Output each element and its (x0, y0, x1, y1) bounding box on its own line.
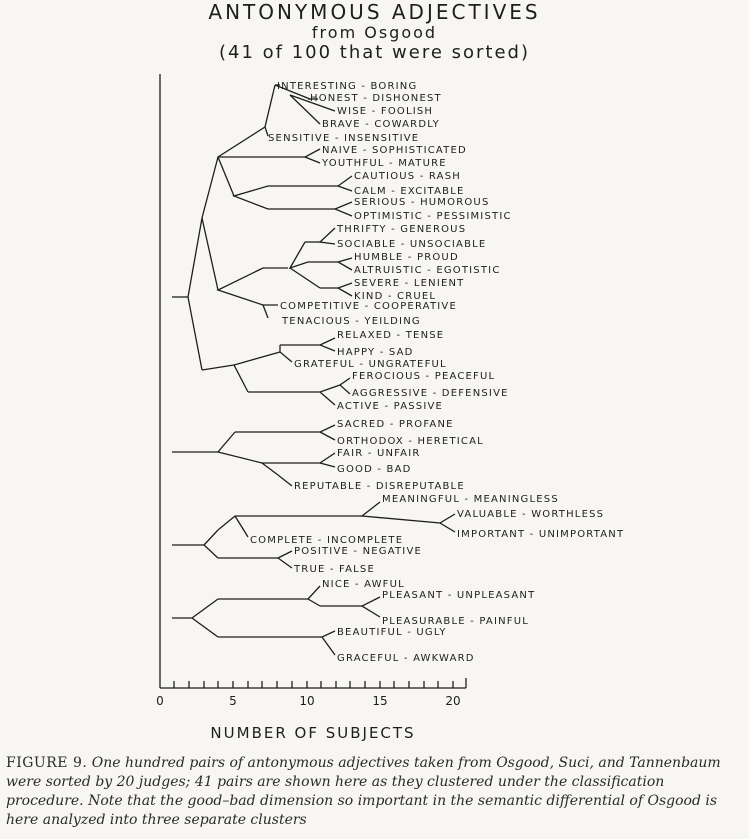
branch (218, 432, 262, 463)
x-tick-label: 20 (445, 694, 461, 708)
branch (320, 425, 335, 440)
pair-label: SEVERE - LENIENT (354, 278, 465, 289)
branch (218, 516, 235, 530)
branch (320, 453, 335, 467)
figure-number: FIGURE 9. (6, 755, 88, 771)
pair-label: COMPLETE - INCOMPLETE (250, 535, 404, 546)
pair-label: BRAVE - COWARDLY (322, 119, 440, 130)
branch (305, 149, 320, 163)
branch (188, 218, 202, 370)
branch (192, 599, 218, 637)
pair-label: SACRED - PROFANE (337, 419, 454, 430)
pair-label: ACTIVE - PASSIVE (337, 401, 444, 412)
caption-text: One hundred pairs of antonymous adjectives taken from Osgood, Suci, and Tannenbaum were sorted by 20 judges; 41 pairs are shown here as they clustered under the classification procedure. Note that the good–bad dimension so important in the semantic differential of Osgood is here analyzed into three separate clusters (6, 755, 721, 828)
branch (320, 392, 335, 405)
pair-label: THRIFTY - GENEROUS (337, 224, 467, 235)
pair-label: CAUTIOUS - RASH (354, 171, 461, 182)
pair-label: NICE - AWFUL (322, 579, 405, 590)
branch (320, 338, 335, 351)
pair-label: FEROCIOUS - PEACEFUL (352, 371, 496, 382)
x-tick-label: 10 (299, 694, 315, 708)
pair-label: SOCIABLE - UNSOCIABLE (337, 239, 487, 250)
pair-label: OPTIMISTIC - PESSIMISTIC (354, 211, 512, 222)
branch (440, 514, 455, 532)
branch (362, 597, 380, 617)
branch (290, 268, 320, 288)
pair-label: GRACEFUL - AWKWARD (337, 653, 475, 664)
branch (320, 385, 340, 392)
branch (265, 85, 275, 136)
figure-subtitle-count: (41 of 100 that were sorted) (218, 42, 531, 63)
pair-label: WISE - FOOLISH (337, 106, 434, 117)
pair-label: AGGRESSIVE - DEFENSIVE (352, 388, 509, 399)
pair-label: IMPORTANT - UNIMPORTANT (457, 529, 625, 540)
pair-label: VALUABLE - WORTHLESS (457, 509, 605, 520)
branch (280, 345, 292, 362)
branch (202, 365, 234, 370)
branch (278, 475, 292, 486)
pair-label: MEANINGFUL - MEANINGLESS (382, 494, 559, 505)
branch (338, 258, 352, 270)
pair-label: YOUTHFUL - MATURE (322, 158, 447, 169)
branch (218, 127, 265, 196)
pair-label: NAIVE - SOPHISTICATED (322, 145, 467, 156)
pair-label: GRATEFUL - UNGRATEFUL (294, 359, 447, 370)
pair-label: GOOD - BAD (337, 464, 412, 475)
pair-label: POSITIVE - NEGATIVE (294, 546, 423, 557)
pair-label: SERIOUS - HUMOROUS (354, 197, 490, 208)
branch (362, 502, 440, 523)
branch (278, 551, 292, 568)
pair-label: KIND - CRUEL (354, 291, 437, 302)
pair-label: ORTHODOX - HERETICAL (337, 436, 484, 447)
pair-label: PLEASANT - UNPLEASANT (382, 590, 536, 601)
branch (263, 305, 278, 318)
branch (308, 586, 320, 606)
pair-label: HONEST - DISHONEST (310, 93, 442, 104)
branch (322, 631, 335, 655)
pair-label: ALTRUISTIC - EGOTISTIC (354, 265, 501, 276)
x-tick-label: 5 (229, 694, 237, 708)
pair-label: FAIR - UNFAIR (337, 448, 421, 459)
pair-label: PLEASURABLE - PAINFUL (382, 616, 530, 627)
pair-label: CALM - EXCITABLE (354, 186, 465, 197)
branch (335, 202, 352, 216)
x-axis-label: NUMBER OF SUBJECTS (210, 724, 416, 742)
x-axis-minor-ticks (174, 678, 466, 688)
branch (218, 268, 263, 305)
branch (204, 530, 218, 558)
pair-label: INTERESTING - BORING (277, 81, 418, 92)
pair-label: BEAUTIFUL - UGLY (337, 627, 447, 638)
branch (338, 283, 352, 296)
branch (338, 176, 352, 191)
branch (262, 463, 278, 475)
pair-label: COMPETITIVE - COOPERATIVE (280, 301, 457, 312)
figure-caption (6, 754, 746, 830)
figure-title: ANTONYMOUS ADJECTIVES (208, 0, 541, 24)
branch (320, 228, 335, 244)
branch (290, 242, 308, 268)
x-tick-label: 15 (372, 694, 388, 708)
pair-label: SENSITIVE - INSENSITIVE (268, 133, 420, 144)
pair-label: HAPPY - SAD (337, 347, 414, 358)
pair-label: HUMBLE - PROUD (354, 252, 459, 263)
figure-subtitle: from Osgood (311, 23, 438, 42)
pair-label: RELAXED - TENSE (337, 330, 445, 341)
pair-label: TENACIOUS - YEILDING (282, 316, 421, 327)
pair-label: REPUTABLE - DISREPUTABLE (294, 481, 465, 492)
branch (234, 186, 268, 209)
branch (234, 352, 280, 392)
branch (340, 378, 350, 394)
x-tick-label: 0 (156, 694, 164, 708)
branch (235, 516, 248, 537)
branch (202, 157, 218, 290)
pair-label: TRUE - FALSE (294, 564, 375, 575)
